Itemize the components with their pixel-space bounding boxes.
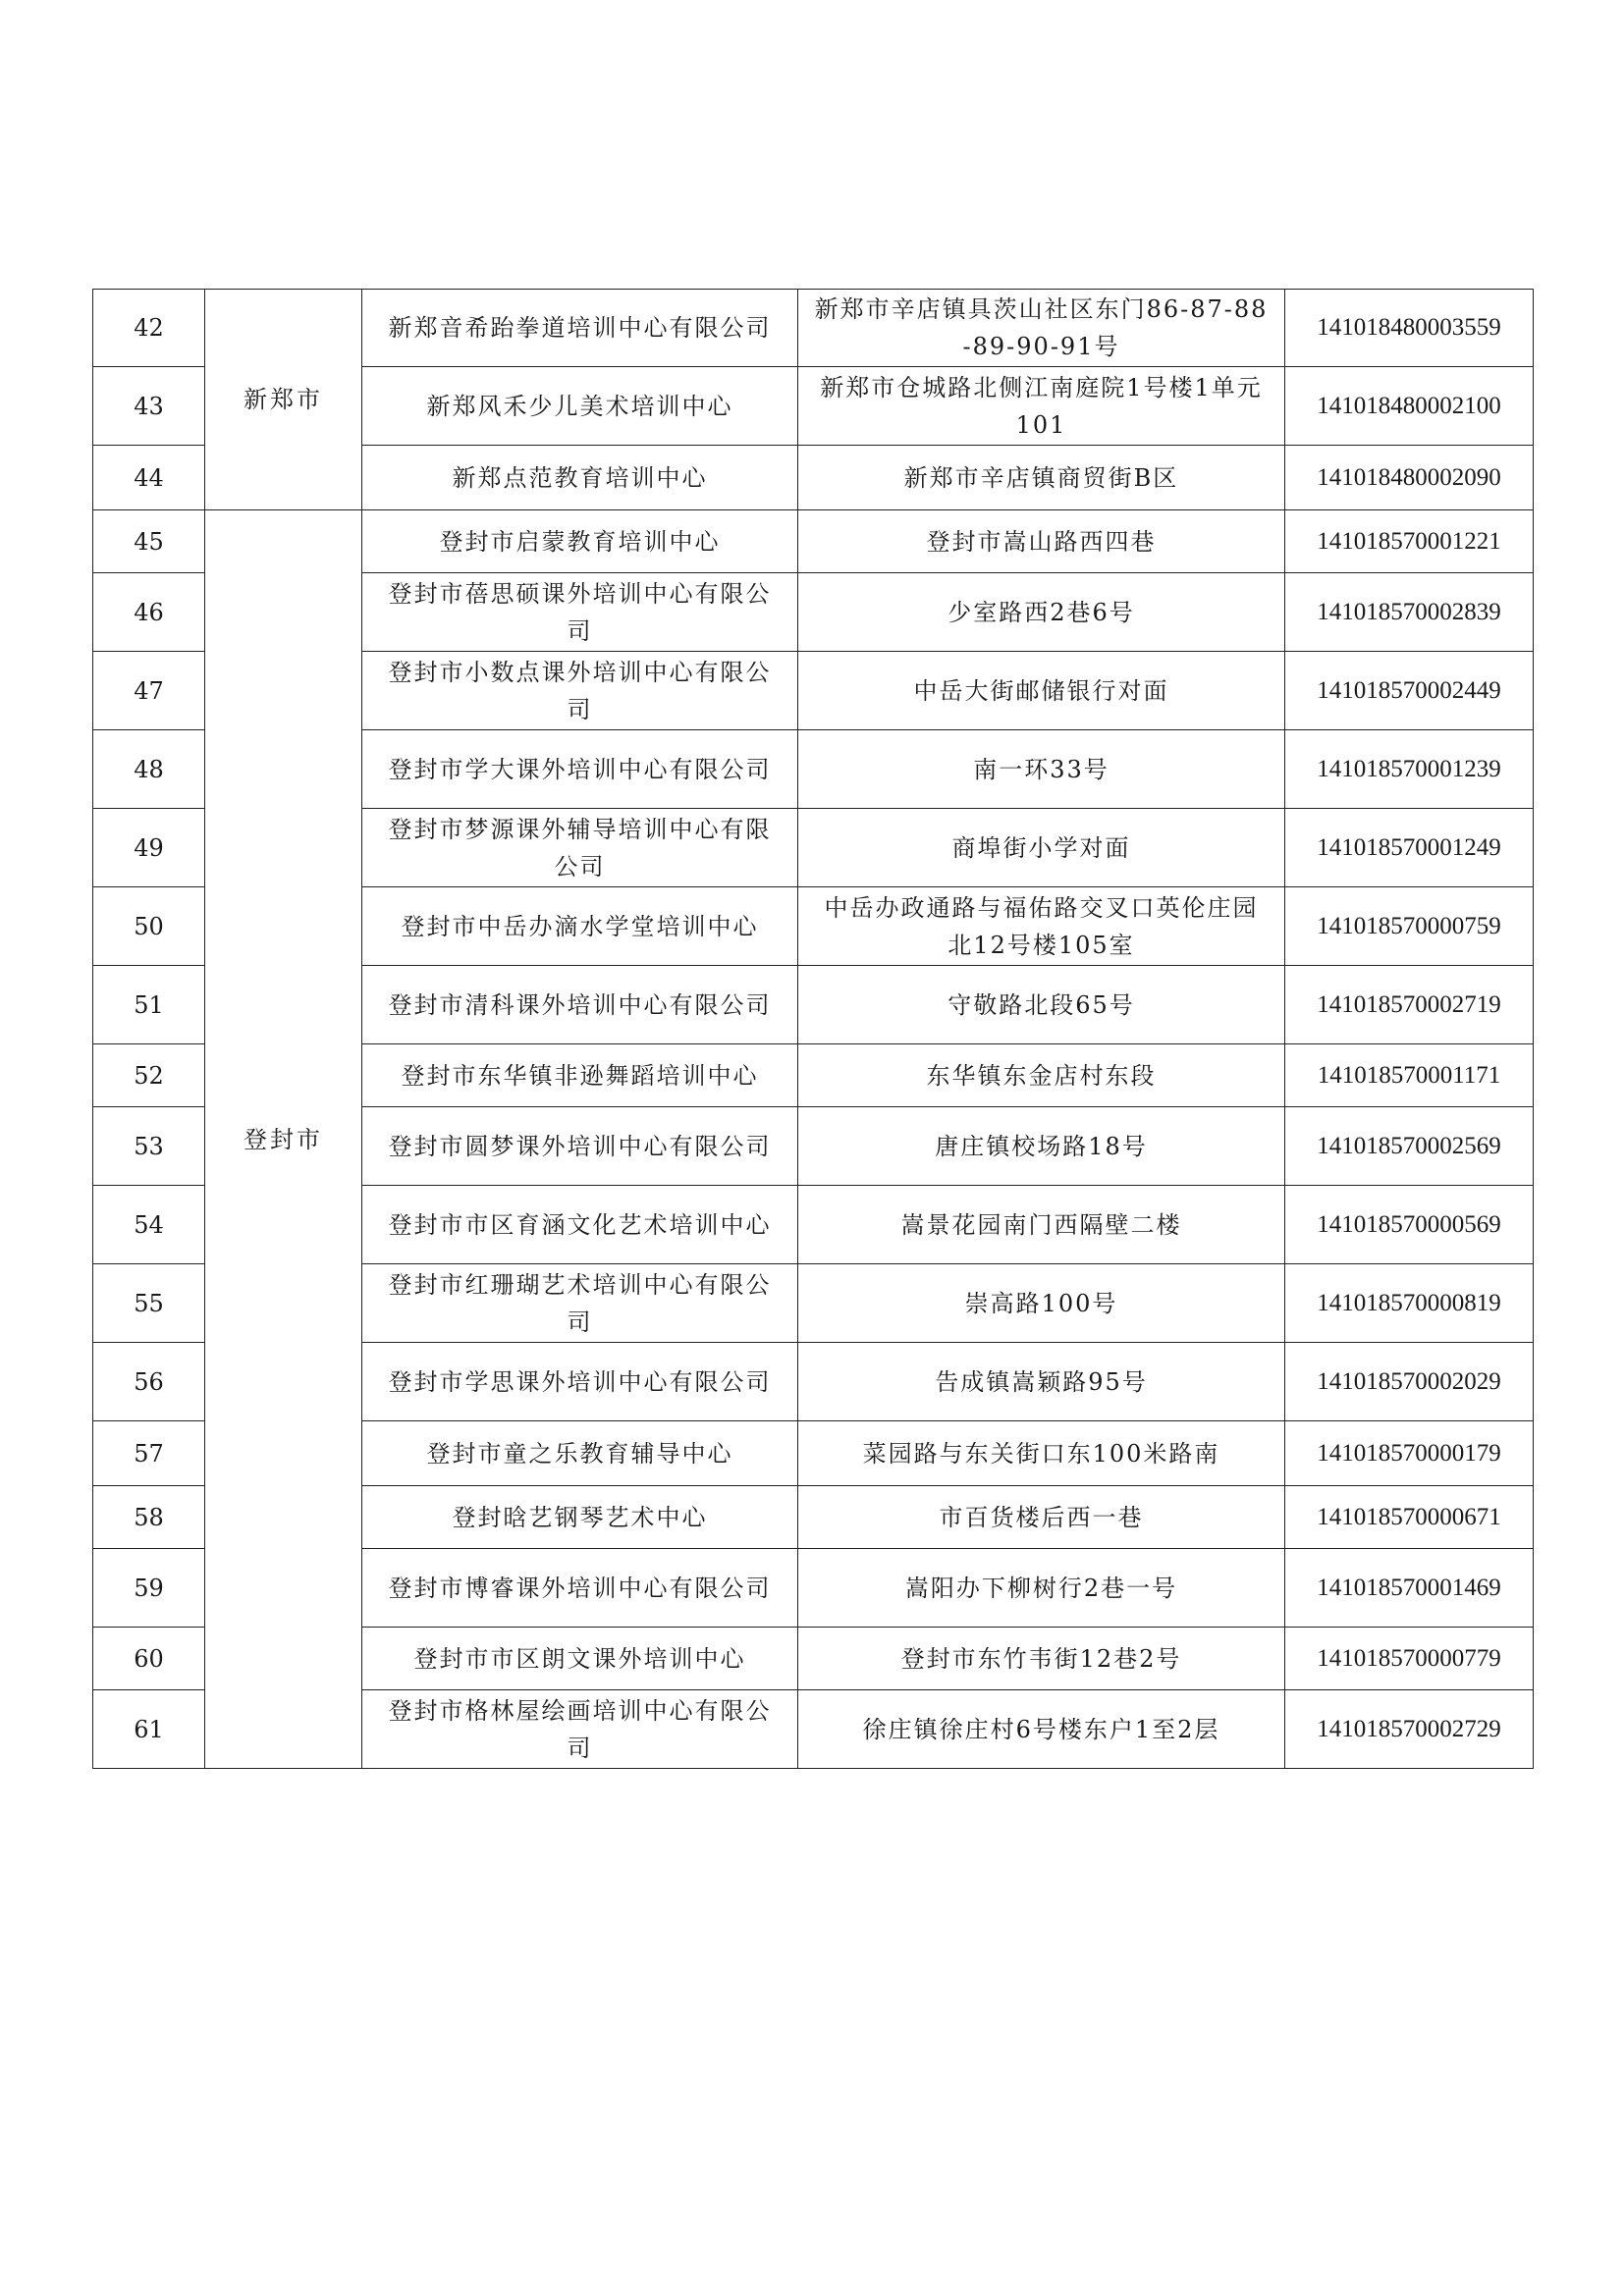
institution-address: 南一环33号 — [798, 730, 1285, 809]
institution-name: 登封市学思课外培训中心有限公司 — [362, 1343, 798, 1421]
institution-address: 中岳办政通路与福佑路交叉口英伦庄园北12号楼105室 — [798, 887, 1285, 966]
row-number: 57 — [93, 1421, 205, 1486]
license-code: 141018570000819 — [1285, 1264, 1534, 1343]
institution-name: 登封市圆梦课外培训中心有限公司 — [362, 1107, 798, 1186]
institution-name: 登封晗艺钢琴艺术中心 — [362, 1486, 798, 1549]
row-number: 58 — [93, 1486, 205, 1549]
institution-name: 登封市东华镇非逊舞蹈培训中心 — [362, 1044, 798, 1107]
license-code: 141018570002029 — [1285, 1343, 1534, 1421]
institution-name: 登封市学大课外培训中心有限公司 — [362, 730, 798, 809]
institution-name: 登封市蓓思硕课外培训中心有限公司 — [362, 573, 798, 652]
license-code: 141018570001249 — [1285, 809, 1534, 887]
institution-name: 登封市红珊瑚艺术培训中心有限公司 — [362, 1264, 798, 1343]
institution-address: 少室路西2巷6号 — [798, 573, 1285, 652]
institution-address: 守敬路北段65号 — [798, 966, 1285, 1044]
institution-address: 登封市嵩山路西四巷 — [798, 510, 1285, 573]
institution-address: 市百货楼后西一巷 — [798, 1486, 1285, 1549]
license-code: 141018570001239 — [1285, 730, 1534, 809]
institution-name: 登封市市区朗文课外培训中心 — [362, 1628, 798, 1690]
license-code: 141018570000779 — [1285, 1628, 1534, 1690]
license-code: 141018570000179 — [1285, 1421, 1534, 1486]
row-number: 42 — [93, 290, 205, 367]
license-code: 141018570001171 — [1285, 1044, 1534, 1107]
row-number: 47 — [93, 652, 205, 730]
license-code: 141018570002569 — [1285, 1107, 1534, 1186]
license-code: 141018480003559 — [1285, 290, 1534, 367]
institution-address: 东华镇东金店村东段 — [798, 1044, 1285, 1107]
row-number: 52 — [93, 1044, 205, 1107]
institution-name: 登封市小数点课外培训中心有限公司 — [362, 652, 798, 730]
institution-name: 登封市启蒙教育培训中心 — [362, 510, 798, 573]
institution-address: 新郑市辛店镇具茨山社区东门86-87-88-89-90-91号 — [798, 290, 1285, 367]
institution-address: 徐庄镇徐庄村6号楼东户1至2层 — [798, 1690, 1285, 1769]
row-number: 48 — [93, 730, 205, 809]
row-number: 56 — [93, 1343, 205, 1421]
institution-address: 中岳大街邮储银行对面 — [798, 652, 1285, 730]
table-row — [93, 290, 1534, 367]
institution-address: 新郑市仓城路北侧江南庭院1号楼1单元101 — [798, 367, 1285, 446]
license-code: 141018570000759 — [1285, 887, 1534, 966]
table-body — [93, 290, 1534, 1769]
row-number: 54 — [93, 1186, 205, 1264]
institution-name: 登封市格林屋绘画培训中心有限公司 — [362, 1690, 798, 1769]
license-code: 141018570001469 — [1285, 1549, 1534, 1628]
license-code: 141018480002100 — [1285, 367, 1534, 446]
city-name: 新郑市 — [205, 290, 362, 510]
institution-table — [92, 289, 1534, 1769]
license-code: 141018570002839 — [1285, 573, 1534, 652]
institution-address: 新郑市辛店镇商贸街B区 — [798, 446, 1285, 510]
institution-name: 新郑音希跆拳道培训中心有限公司 — [362, 290, 798, 367]
row-number: 49 — [93, 809, 205, 887]
row-number: 50 — [93, 887, 205, 966]
license-code: 141018570002719 — [1285, 966, 1534, 1044]
institution-address: 商埠街小学对面 — [798, 809, 1285, 887]
institution-address: 告成镇嵩颖路95号 — [798, 1343, 1285, 1421]
institution-name: 登封市梦源课外辅导培训中心有限公司 — [362, 809, 798, 887]
institution-address: 崇高路100号 — [798, 1264, 1285, 1343]
institution-address: 菜园路与东关街口东100米路南 — [798, 1421, 1285, 1486]
license-code: 141018570002729 — [1285, 1690, 1534, 1769]
institution-name: 登封市博睿课外培训中心有限公司 — [362, 1549, 798, 1628]
institution-name: 新郑风禾少儿美术培训中心 — [362, 367, 798, 446]
row-number: 53 — [93, 1107, 205, 1186]
institution-address: 登封市东竹韦街12巷2号 — [798, 1628, 1285, 1690]
institution-name: 登封市童之乐教育辅导中心 — [362, 1421, 798, 1486]
license-code: 141018570000569 — [1285, 1186, 1534, 1264]
row-number: 51 — [93, 966, 205, 1044]
row-number: 46 — [93, 573, 205, 652]
institution-name: 新郑点范教育培训中心 — [362, 446, 798, 510]
row-number: 55 — [93, 1264, 205, 1343]
license-code: 141018570001221 — [1285, 510, 1534, 573]
license-code: 141018570002449 — [1285, 652, 1534, 730]
institution-address: 嵩阳办下柳树行2巷一号 — [798, 1549, 1285, 1628]
institution-address: 唐庄镇校场路18号 — [798, 1107, 1285, 1186]
row-number: 44 — [93, 446, 205, 510]
institution-name: 登封市清科课外培训中心有限公司 — [362, 966, 798, 1044]
institution-name: 登封市中岳办滴水学堂培训中心 — [362, 887, 798, 966]
license-code: 141018570000671 — [1285, 1486, 1534, 1549]
row-number: 59 — [93, 1549, 205, 1628]
license-code: 141018480002090 — [1285, 446, 1534, 510]
row-number: 43 — [93, 367, 205, 446]
institution-name: 登封市市区育涵文化艺术培训中心 — [362, 1186, 798, 1264]
row-number: 61 — [93, 1690, 205, 1769]
city-name: 登封市 — [205, 510, 362, 1769]
row-number: 60 — [93, 1628, 205, 1690]
institution-address: 嵩景花园南门西隔壁二楼 — [798, 1186, 1285, 1264]
table-row — [93, 510, 1534, 573]
row-number: 45 — [93, 510, 205, 573]
